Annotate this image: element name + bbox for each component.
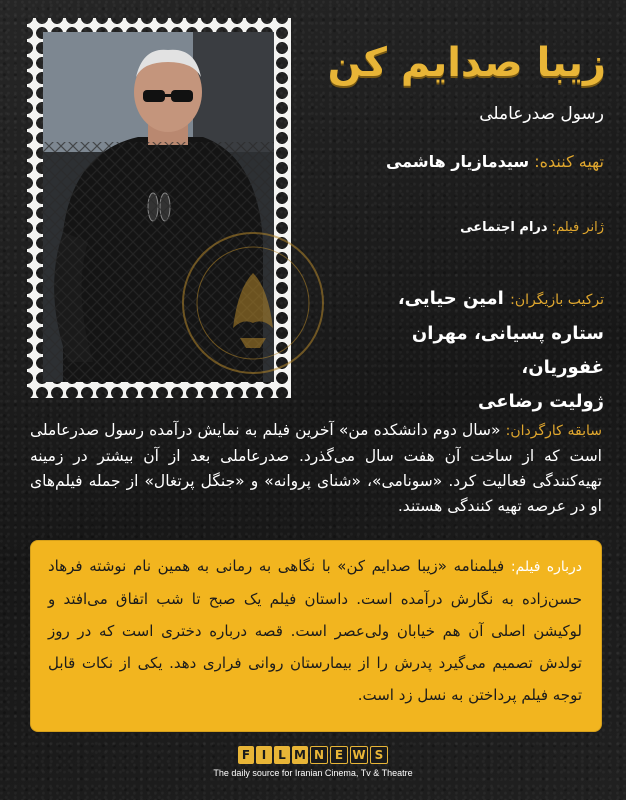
filmnews-logo: [238, 746, 388, 764]
cast-block: [324, 282, 604, 419]
logo-letter: W: [350, 746, 368, 764]
producer-value: سیدمازیار هاشمی: [385, 152, 530, 171]
about-text: فیلمنامه «زیبا صدایم کن» با نگاهی به رمانی به همین نام نوشته فرهاد حسن‌زاده به نگارش درآمده است. داستان فیلم یک صبح تا شب اتفاق می‌افتد و لوکیشن اصلی آن هم خیابان ولی‌عصر است. قصه درباره دختری است که در روز تولدش تصمیم می‌گیرد پدرش را از بیمارستان روانی فراری دهد. یکی از نکات قابل توجه فیلم پرداختن به نسل زد است.: [48, 557, 582, 704]
cast-line-2: ستاره پسیانی، مهران غفوریان،: [411, 323, 604, 378]
footer: [0, 744, 626, 778]
genre-label: ژانر فیلم:: [551, 220, 604, 235]
cast-line-3: ژولیت رضاعی: [478, 391, 604, 412]
footer-tagline: The daily source for Iranian Cinema, Tv & Theatre: [213, 768, 413, 778]
cast-first: امین حیایی،: [397, 288, 504, 309]
about-label: درباره فیلم:: [510, 559, 582, 575]
genre-value: درام اجتماعی: [460, 220, 548, 235]
logo-letter: L: [274, 746, 290, 764]
logo-letter: I: [256, 746, 272, 764]
producer-label: تهیه کننده:: [534, 152, 604, 171]
logo-letter: S: [370, 746, 388, 764]
about-film-box: [30, 540, 602, 732]
cast-line-1: [324, 282, 604, 317]
producer-row: [386, 152, 604, 171]
festival-emblem-icon: [178, 228, 328, 378]
logo-letter: M: [292, 746, 308, 764]
genre-row: [460, 220, 604, 235]
logo-letter: F: [238, 746, 254, 764]
cast-label: ترکیب بازیگران:: [510, 292, 604, 308]
film-title: زیبا صدایم کن: [327, 40, 606, 86]
logo-letter: N: [310, 746, 328, 764]
director-history: [30, 418, 602, 519]
director-name: رسول صدرعاملی: [479, 104, 604, 124]
history-text: «سال دوم دانشکده من» آخرین فیلم به نمایش درآمده رسول صدرعاملی است که از ساخت آن هفت سال می‌گذرد. صدرعاملی بعد از آن بیشتر در زمینه تهیه‌کنندگی فعالیت کرد. «سونامی»، «شنای پروانه» و «جنگل پرتغال» از جمله فیلم‌های او در عرصه تهیه کنندگی هستند.: [30, 421, 602, 515]
history-label: سابقه کارگردان:: [505, 423, 602, 439]
logo-letter: E: [330, 746, 348, 764]
